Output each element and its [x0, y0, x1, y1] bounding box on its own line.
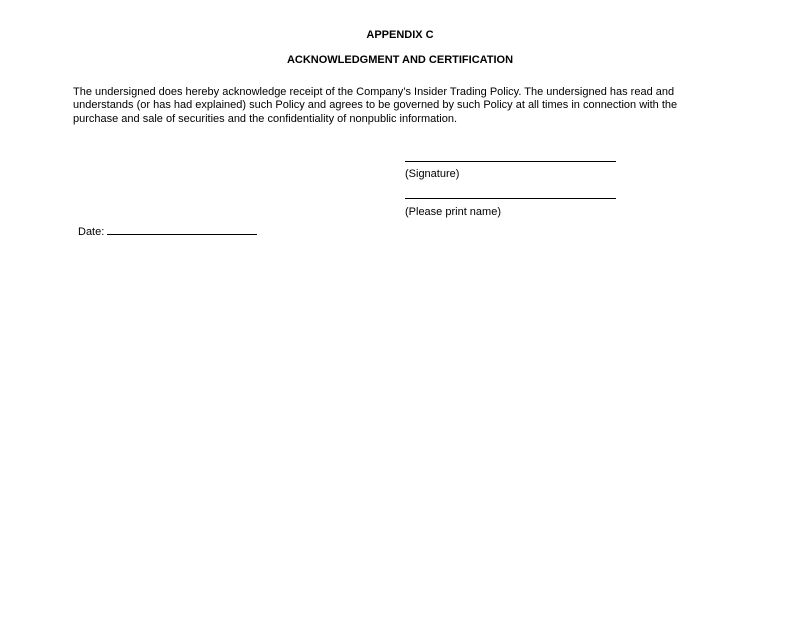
date-field: [78, 224, 257, 239]
appendix-heading: APPENDIX C: [366, 29, 434, 41]
date-blank-line: [107, 224, 257, 235]
document-title: ACKNOWLEDGMENT AND CERTIFICATION: [286, 54, 514, 66]
signature-line: [405, 161, 616, 162]
acknowledgment-paragraph: The undersigned does hereby acknowledge receipt of the Company’s Insider Trading Policy. The undersigned has read and understands (or has had explained) such Policy and agrees to be governed by such Policy at all times in connection with the purchase and sale of securities and the confidentiality of nonpublic information.: [73, 86, 678, 125]
date-label: Date:: [78, 226, 105, 238]
signature-caption: (Signature): [405, 168, 460, 180]
print-name-line: [405, 198, 616, 199]
print-name-caption: (Please print name): [405, 206, 501, 218]
